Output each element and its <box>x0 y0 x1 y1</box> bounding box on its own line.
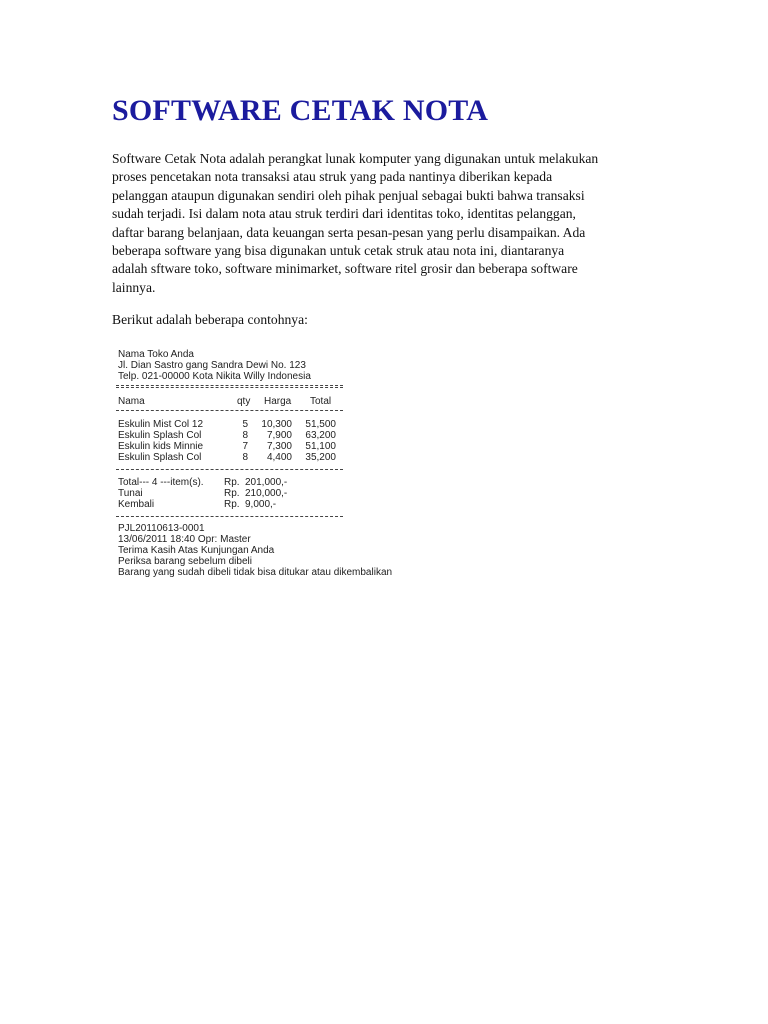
item-name: Eskulin Splash Col <box>118 452 202 463</box>
column-header-price: Harga <box>264 396 292 407</box>
notice-line: Barang yang sudah dibeli tidak bisa ditukar atau dikembalikan <box>118 567 393 578</box>
store-phone: Telp. 021-00000 Kota Nikita Willy Indonesia <box>118 371 311 382</box>
item-price: 7,300 <box>266 441 292 452</box>
paragraph-line: beberapa software yang bisa digunakan untuk cetak struk atau nota ini, diantaranya <box>112 243 565 259</box>
divider <box>116 410 343 411</box>
summary-label: Tunai <box>118 488 143 499</box>
item-name: Eskulin kids Minnie <box>118 441 204 452</box>
store-name: Nama Toko Anda <box>118 349 194 360</box>
store-address: Jl. Dian Sastro gang Sandra Dewi No. 123 <box>118 360 306 371</box>
item-name: Eskulin Splash Col <box>118 430 202 441</box>
summary-currency: Rp. <box>224 499 240 510</box>
summary-value: 210,000,- <box>245 488 288 499</box>
paragraph-line: adalah sftware toko, software minimarket, software ritel grosir dan beberapa software <box>112 261 578 277</box>
item-name: Eskulin Mist Col 12 <box>118 419 204 430</box>
item-total: 35,200 <box>305 452 336 463</box>
item-price: 4,400 <box>266 452 292 463</box>
item-qty: 8 <box>242 452 248 463</box>
summary-currency: Rp. <box>224 488 240 499</box>
column-header-name: Nama <box>118 396 145 407</box>
paragraph-line: pelanggan ataupun digunakan sendiri oleh pihak penjual sebagai bukti bahwa transaksi <box>112 187 585 203</box>
receipt-image <box>116 349 393 589</box>
summary-currency: Rp. <box>224 477 240 488</box>
item-qty: 7 <box>242 441 248 452</box>
thank-you-line: Terima Kasih Atas Kunjungan Anda <box>118 545 275 556</box>
paragraph-line: daftar barang belanjaan, data keuangan serta pesan-pesan yang perlu disampaikan. Ada <box>112 224 586 240</box>
paragraph-line: sudah terjadi. Isi dalam nota atau struk terdiri dari identitas toko, identitas pelanggan, <box>112 206 576 222</box>
summary-label: Total--- 4 ---item(s). <box>118 477 204 488</box>
summary-label: Kembali <box>118 499 155 510</box>
description-paragraph <box>112 150 657 297</box>
item-total: 51,500 <box>305 419 336 430</box>
item-total: 63,200 <box>305 430 336 441</box>
summary-value: 9,000,- <box>245 499 277 510</box>
divider <box>116 385 343 386</box>
example-intro: Berikut adalah beberapa contohnya: <box>112 312 308 327</box>
transaction-id: PJL20110613-0001 <box>118 523 205 534</box>
paragraph-line: proses pencetakan nota transaksi atau struk yang pada nantinya diberikan kepada <box>112 169 553 185</box>
divider <box>116 516 343 517</box>
item-price: 10,300 <box>261 419 292 430</box>
document-title: SOFTWARE CETAK NOTA <box>112 94 489 127</box>
summary-value: 201,000,- <box>245 477 288 488</box>
divider <box>116 387 343 388</box>
item-price: 7,900 <box>266 430 292 441</box>
notice-line: Periksa barang sebelum dibeli <box>118 556 252 567</box>
item-qty: 8 <box>242 430 248 441</box>
transaction-datetime: 13/06/2011 18:40 Opr: Master <box>118 534 251 545</box>
item-qty: 5 <box>242 419 248 430</box>
column-header-qty: qty <box>237 396 251 407</box>
paragraph-line: Software Cetak Nota adalah perangkat lunak komputer yang digunakan untuk melakukan <box>112 151 599 166</box>
column-header-total: Total <box>310 396 332 407</box>
divider <box>116 469 343 470</box>
paragraph-line: lainnya. <box>112 279 156 295</box>
item-total: 51,100 <box>305 441 336 452</box>
